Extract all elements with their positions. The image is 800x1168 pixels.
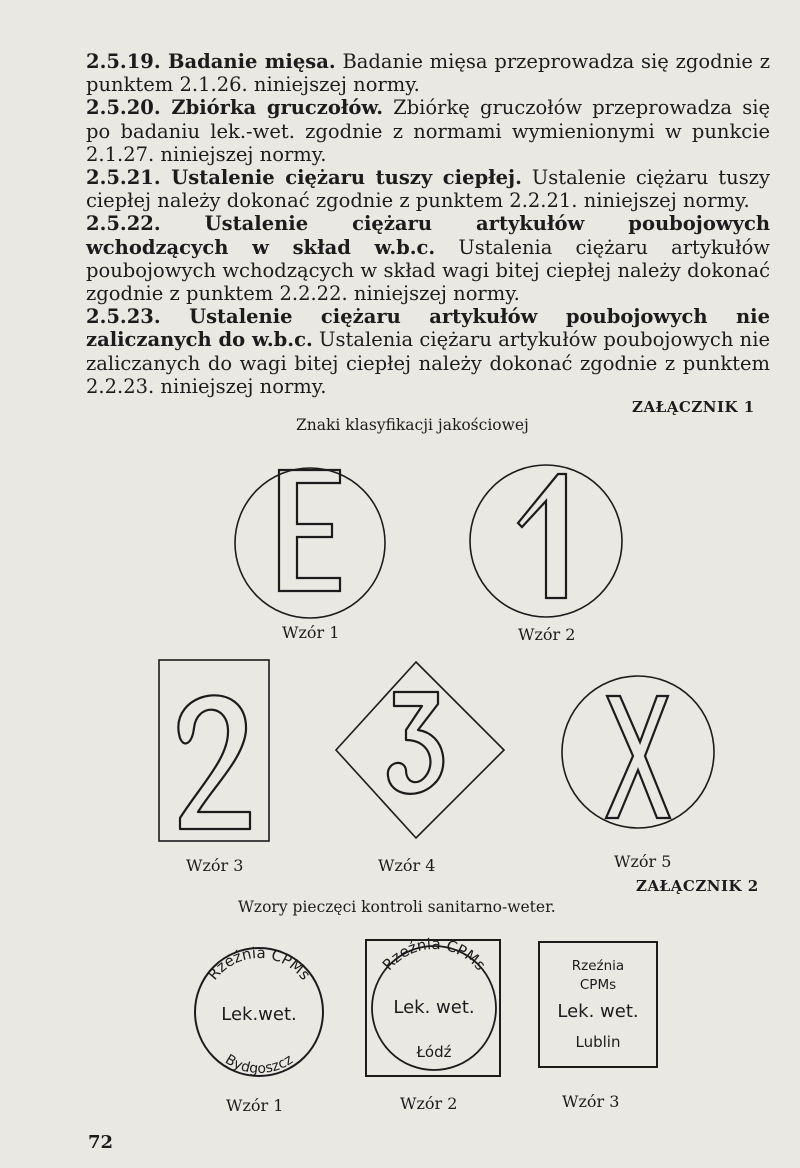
sign-3-label: Wzór 3: [186, 856, 244, 875]
annex-2-label: ZAŁĄCZNIK 2: [636, 877, 759, 895]
stamp-1-center: Lek.wet.: [221, 1004, 297, 1025]
stamp-3-label: Wzór 3: [562, 1092, 620, 1111]
annex-1-caption: Znaki klasyfikacji jakościowej: [296, 416, 529, 434]
annex-2-caption: Wzory pieczęci kontroli sanitarno-weter.: [238, 898, 556, 916]
stamp-bydgoszcz: [195, 944, 323, 1077]
section-heading: 2.5.21. Ustalenie ciężaru tuszy ciepłej.: [86, 166, 522, 190]
quality-sign-x: [562, 676, 714, 828]
annex-1-label: ZAŁĄCZNIK 1: [632, 398, 755, 416]
stamp-lublin: [539, 942, 657, 1067]
svg-text:Bydgoszcz: [222, 1052, 296, 1077]
stamp-2-arc-top: Rzeźnia CPMs: [378, 934, 490, 974]
sign-4-label: Wzór 4: [378, 856, 436, 875]
section-body: Zbiórkę gruczołów przeprowadza się po badaniu lek.-wet. zgodnie z normami wymienionymi w punkcie 2.1.27. niniejszej normy.: [86, 96, 770, 166]
quality-sign-3: [336, 662, 504, 838]
section-body: Badanie mięsa przeprowadza się zgodnie z punktem 2.1.26. niniejszej normy.: [86, 50, 770, 97]
stamp-1-arc-top: Rzeźnia CPMs: [203, 943, 315, 984]
quality-sign-2: [159, 660, 269, 841]
stamp-3-line4: Lublin: [575, 1033, 621, 1051]
section-heading: 2.5.22. Ustalenie ciężaru artykułów poubojowych wchodzących w skład w.b.c.: [86, 212, 770, 259]
page-number: 72: [88, 1132, 114, 1153]
quality-sign-1: [470, 465, 622, 617]
section-body: Ustalenia ciężaru artykułów poubojowych nie zaliczanych do wagi bitej ciepłej należy dokonać zgodnie z punktem 2.2.23. niniejszej normy.: [86, 328, 771, 398]
stamp-3-line1: Rzeźnia: [571, 958, 625, 974]
section-heading: 2.5.19. Badanie mięsa.: [86, 50, 336, 73]
stamp-lodz: [366, 935, 500, 1076]
sign-1-label: Wzór 1: [282, 623, 340, 642]
section-heading: 2.5.20. Zbiórka gruczołów.: [86, 96, 383, 120]
sign-5-label: Wzór 5: [614, 852, 672, 871]
sign-2-label: Wzór 2: [518, 625, 576, 644]
stamp-2-label: Wzór 2: [400, 1094, 458, 1113]
stamp-2-center: Lek. wet.: [393, 997, 475, 1018]
stamp-1-arc-bottom: Bydgoszcz: [222, 1051, 296, 1078]
stamp-3-center: Lek. wet.: [557, 1001, 639, 1022]
quality-sign-e: [235, 468, 385, 618]
section-heading: 2.5.23. Ustalenie ciężaru artykułów poubojowych nie zaliczanych do w.b.c.: [86, 305, 770, 352]
stamp-1-label: Wzór 1: [226, 1096, 284, 1115]
stamp-2-bottom: Łódź: [416, 1043, 452, 1061]
section-body: Ustalenie ciężaru tuszy ciepłej należy dokonać zgodnie z punktem 2.2.21. niniejszej normy.: [86, 166, 770, 213]
svg-text:Rzeźnia CPMs: [204, 944, 314, 984]
stamp-3-line2: CPMs: [579, 977, 617, 993]
section-body: Ustalenia ciężaru artykułów poubojowych wchodzących w skład wagi bitej ciepłej należy dokonać zgodnie z punktem 2.2.22. niniejszej normy.: [86, 235, 771, 306]
